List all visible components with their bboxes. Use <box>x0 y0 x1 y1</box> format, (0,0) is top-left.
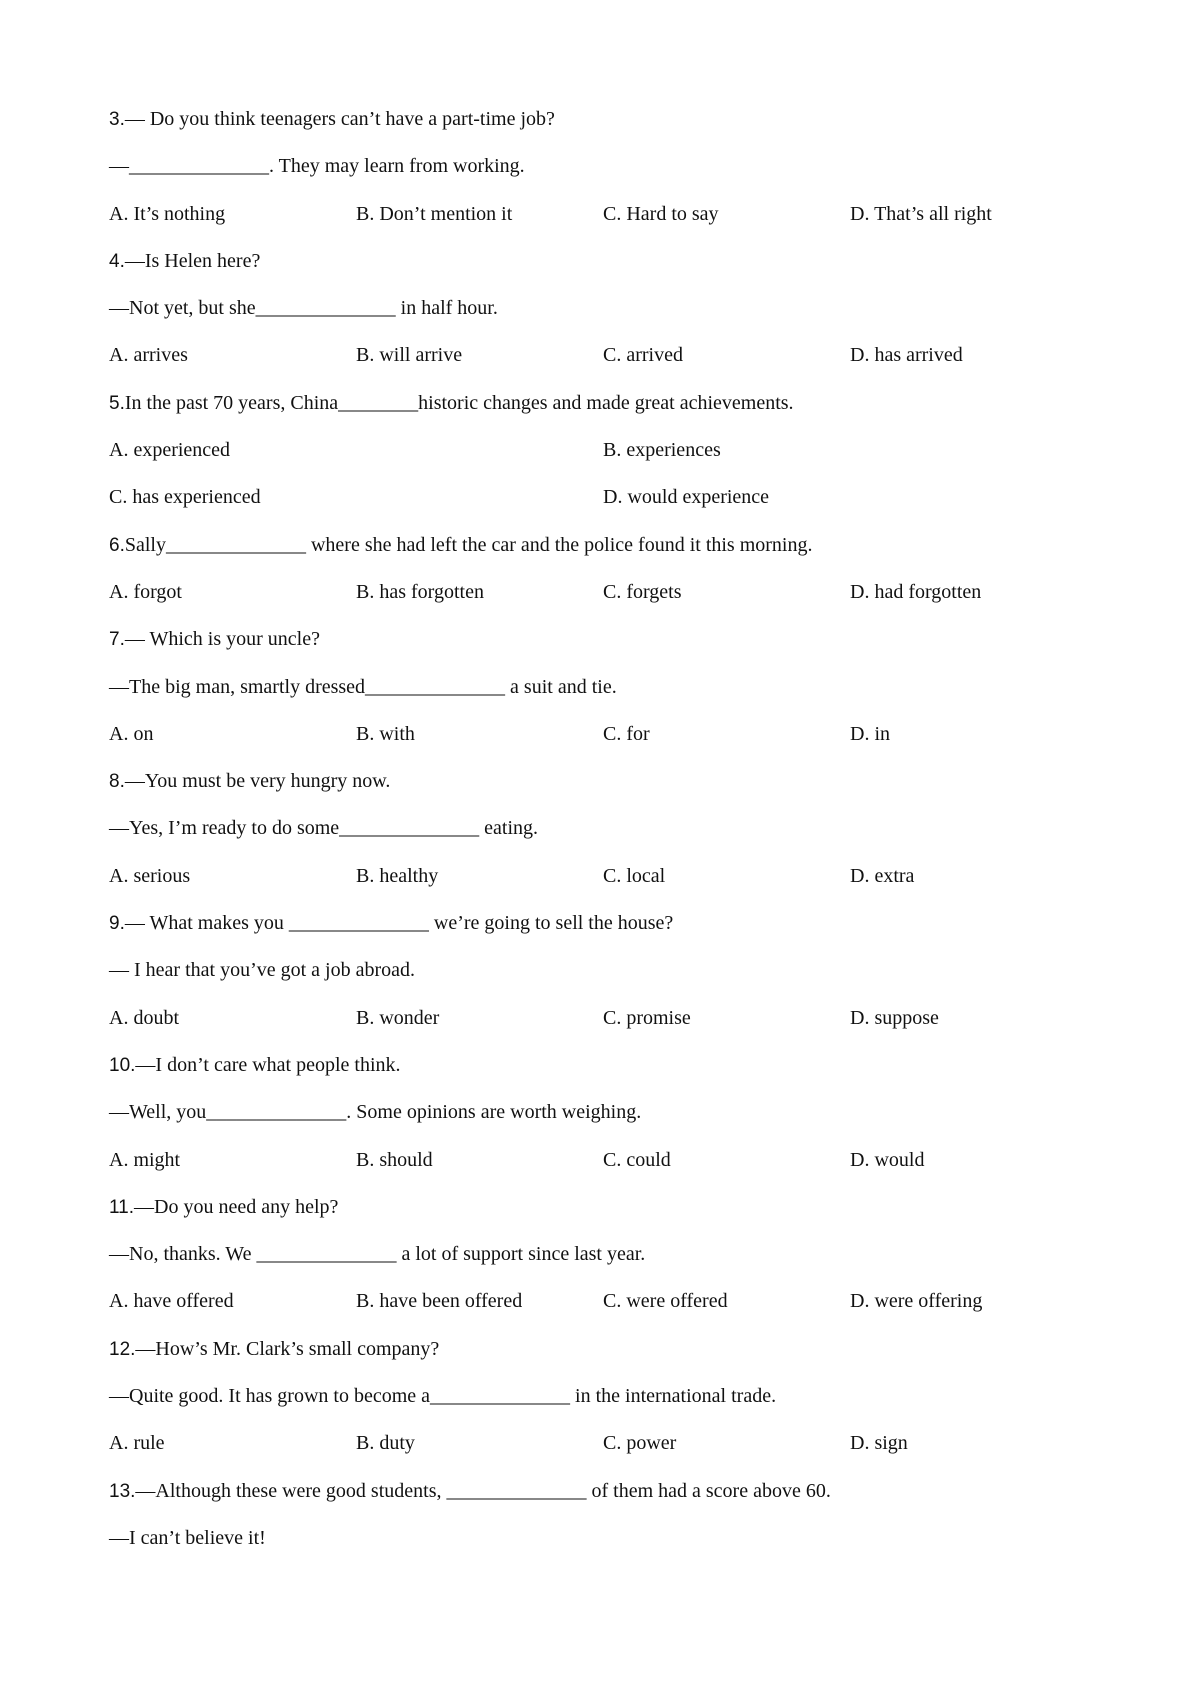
answer-option: A. forgot <box>109 580 182 603</box>
options-row <box>109 1137 1109 1184</box>
answer-option: C. power <box>603 1432 677 1455</box>
answer-option: D. suppose <box>850 1006 939 1029</box>
question-line <box>109 143 1109 190</box>
question-line <box>109 947 1109 994</box>
question-8 <box>109 758 1109 900</box>
answer-option: C. could <box>603 1148 671 1171</box>
question-stem <box>109 616 1109 663</box>
question-number: 7. <box>109 629 125 651</box>
question-number: 5. <box>109 392 125 414</box>
question-text: — I hear that you’ve got a job abroad. <box>109 959 416 982</box>
answer-option: D. has arrived <box>850 344 963 367</box>
question-stem <box>109 238 1109 285</box>
question-4 <box>109 238 1109 380</box>
options-row <box>109 474 1109 521</box>
answer-option: A. on <box>109 722 154 745</box>
question-stem <box>109 1326 1109 1373</box>
options-row <box>109 995 1109 1042</box>
answer-option: B. experiences <box>603 439 721 462</box>
answer-option: A. serious <box>109 864 191 887</box>
question-text: —Yes, I’m ready to do some______________ eating. <box>109 817 539 840</box>
answer-option: C. local <box>603 864 666 887</box>
question-stem <box>109 1184 1109 1231</box>
question-line <box>109 1373 1109 1420</box>
question-text: —Is Helen here? <box>124 249 261 272</box>
answer-option: C. has experienced <box>109 486 261 509</box>
question-text: —No, thanks. We ______________ a lot of support since last year. <box>109 1243 646 1266</box>
answer-option: D. would <box>850 1148 925 1171</box>
answer-option: B. have been offered <box>356 1290 523 1313</box>
question-text: —Although these were good students, ______________ of them had a score above 60. <box>135 1479 831 1502</box>
options-row <box>109 711 1109 758</box>
question-stem <box>109 96 1109 143</box>
question-line <box>109 805 1109 852</box>
question-line <box>109 285 1109 332</box>
question-line <box>109 1231 1109 1278</box>
options-row <box>109 853 1109 900</box>
answer-option: C. promise <box>603 1006 691 1029</box>
answer-option: B. with <box>356 722 415 745</box>
answer-option: A. have offered <box>109 1290 234 1313</box>
question-text: —The big man, smartly dressed______________ a suit and tie. <box>109 675 617 698</box>
question-line <box>109 1089 1109 1136</box>
question-number: 8. <box>109 771 125 793</box>
question-text: —Not yet, but she______________ in half hour. <box>109 297 498 320</box>
answer-option: D. extra <box>850 864 915 887</box>
question-6 <box>109 522 1109 617</box>
question-stem <box>109 1042 1109 1089</box>
answer-option: A. doubt <box>109 1006 179 1029</box>
options-row <box>109 332 1109 379</box>
answer-option: D. in <box>850 722 890 745</box>
question-text: —______________. They may learn from working. <box>109 155 525 178</box>
question-11 <box>109 1184 1109 1326</box>
answer-option: B. duty <box>356 1432 415 1455</box>
question-text: —Well, you______________. Some opinions are worth weighing. <box>109 1101 642 1124</box>
answer-option: D. had forgotten <box>850 580 982 603</box>
question-text: — What makes you ______________ we’re going to sell the house? <box>124 912 674 935</box>
question-stem <box>109 758 1109 805</box>
answer-option: A. It’s nothing <box>109 202 226 225</box>
options-row <box>109 569 1109 616</box>
question-text: — Which is your uncle? <box>124 628 320 651</box>
question-text: —Quite good. It has grown to become a______________ in the international trade. <box>109 1385 777 1408</box>
question-number: 3. <box>109 109 125 130</box>
answer-option: A. experienced <box>109 439 231 462</box>
question-stem <box>109 900 1109 947</box>
answer-option: A. rule <box>109 1432 165 1455</box>
answer-option: B. should <box>356 1148 433 1171</box>
question-13 <box>109 1468 1109 1563</box>
question-7 <box>109 616 1109 758</box>
question-12 <box>109 1326 1109 1468</box>
question-number: 13. <box>109 1480 136 1502</box>
question-stem <box>109 380 1109 427</box>
question-number: 12. <box>109 1338 136 1360</box>
question-number: 9. <box>109 913 125 935</box>
answer-option: B. has forgotten <box>356 580 484 603</box>
options-row <box>109 427 1109 474</box>
options-row <box>109 1278 1109 1325</box>
options-row <box>109 1420 1109 1467</box>
answer-option: D. were offering <box>850 1290 983 1313</box>
answer-option: A. might <box>109 1148 181 1171</box>
answer-option: A. arrives <box>109 344 188 367</box>
question-number: 10. <box>109 1054 136 1076</box>
question-number: 4. <box>109 250 125 272</box>
question-stem <box>109 1468 1109 1515</box>
answer-option: C. forgets <box>603 580 682 603</box>
question-number: 11. <box>109 1196 135 1218</box>
answer-option: C. Hard to say <box>603 202 719 225</box>
question-text: —You must be very hungry now. <box>124 770 391 793</box>
answer-option: B. wonder <box>356 1006 440 1029</box>
question-3 <box>109 96 1109 238</box>
question-text: —I can’t believe it! <box>109 1526 266 1549</box>
question-5 <box>109 380 1109 522</box>
question-line <box>109 664 1109 711</box>
question-10 <box>109 1042 1109 1184</box>
options-row <box>109 191 1109 238</box>
answer-option: D. would experience <box>603 486 770 509</box>
answer-option: C. for <box>603 722 650 745</box>
answer-option: B. will arrive <box>356 344 463 367</box>
question-line <box>109 1515 1109 1562</box>
question-number: 6. <box>109 534 125 556</box>
answer-option: C. were offered <box>603 1290 728 1313</box>
question-text: Sally______________ where she had left the car and the police found it this morning. <box>124 533 813 556</box>
question-text: In the past 70 years, China________historic changes and made great achievements. <box>124 391 794 414</box>
question-text: —I don’t care what people think. <box>135 1053 401 1076</box>
answer-option: B. healthy <box>356 864 439 887</box>
question-stem <box>109 522 1109 569</box>
question-list <box>109 96 1109 1562</box>
question-text: —How’s Mr. Clark’s small company? <box>135 1337 440 1360</box>
answer-option: C. arrived <box>603 344 683 367</box>
answer-option: D. sign <box>850 1432 908 1455</box>
answer-option: B. Don’t mention it <box>356 202 513 225</box>
question-9 <box>109 900 1109 1042</box>
question-text: —Do you need any help? <box>134 1195 339 1218</box>
answer-option: D. That’s all right <box>850 202 992 225</box>
question-text: — Do you think teenagers can’t have a part-time job? <box>124 108 555 130</box>
